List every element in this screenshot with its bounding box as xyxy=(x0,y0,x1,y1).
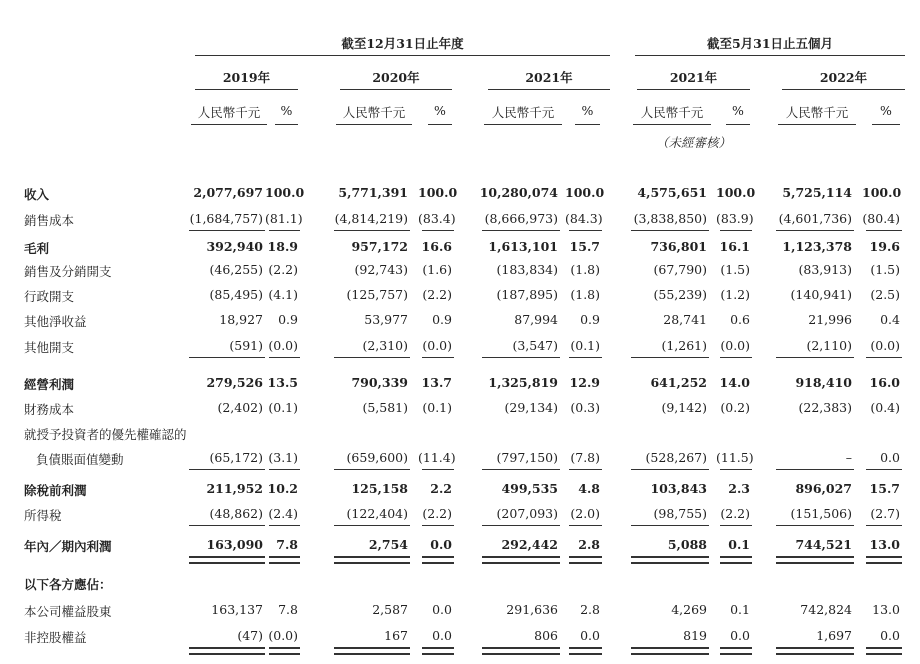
header-unit-rule xyxy=(336,124,412,125)
cell-amount: 211,952 xyxy=(206,481,263,496)
cell-pct: 0.0 xyxy=(432,602,452,617)
cell-pct: 13.5 xyxy=(267,375,298,390)
cell-pct: 13.0 xyxy=(869,537,900,552)
underline xyxy=(720,525,752,526)
cell-pct: (4.1) xyxy=(268,287,298,302)
cell-amount: 10,280,074 xyxy=(479,185,558,200)
cell-pct: (81.1) xyxy=(265,211,303,226)
double-underline xyxy=(776,556,854,564)
cell-pct: 19.6 xyxy=(869,239,900,254)
cell-amount: 2,587 xyxy=(372,602,408,617)
cell-amount: 279,526 xyxy=(206,375,263,390)
cell-amount: 736,801 xyxy=(650,239,707,254)
header-year: 2022年 xyxy=(819,70,868,85)
double-underline xyxy=(269,556,300,564)
cell-pct: (1.5) xyxy=(720,262,750,277)
header-unit-rule xyxy=(633,124,711,125)
header-year: 2021年 xyxy=(525,70,573,85)
cell-amount: 819 xyxy=(683,628,707,643)
underline xyxy=(631,469,709,470)
row-label: 非控股權益 xyxy=(24,630,87,645)
cell-pct: (3.1) xyxy=(268,450,298,465)
cell-amount: (3,838,850) xyxy=(633,211,707,226)
cell-amount: 163,137 xyxy=(211,602,263,617)
cell-pct: 0.9 xyxy=(432,312,452,327)
row-label: 所得稅 xyxy=(24,508,62,523)
header-unit-pct: % xyxy=(434,103,446,118)
header-group-year-rule xyxy=(195,55,610,56)
cell-amount: (83,913) xyxy=(798,262,852,277)
row-label: 銷售成本 xyxy=(24,213,75,228)
header-unit-rule xyxy=(428,124,452,125)
cell-amount: (4,601,736) xyxy=(778,211,852,226)
header-unit-rule xyxy=(778,124,856,125)
cell-pct: 10.2 xyxy=(267,481,298,496)
underline xyxy=(631,357,709,358)
underline xyxy=(334,230,410,231)
cell-amount: (98,755) xyxy=(653,506,707,521)
cell-pct: (1.8) xyxy=(570,287,600,302)
underline xyxy=(866,230,902,231)
cell-amount: 641,252 xyxy=(650,375,707,390)
underline xyxy=(569,469,602,470)
underline xyxy=(189,469,265,470)
underline xyxy=(482,230,560,231)
double-underline xyxy=(866,556,902,564)
cell-pct: 15.7 xyxy=(569,239,600,254)
header-year-rule xyxy=(195,89,298,90)
row-label: 負債賬面值變動 xyxy=(36,452,124,467)
row-label: 就授予投資者的優先權確認的 xyxy=(24,427,187,442)
cell-pct: (2.4) xyxy=(268,506,298,521)
underline xyxy=(334,357,410,358)
underline xyxy=(269,357,300,358)
cell-pct: (80.4) xyxy=(862,211,900,226)
header-year-rule xyxy=(488,89,610,90)
cell-pct: 2.8 xyxy=(578,537,600,552)
header-unit-rule xyxy=(872,124,900,125)
double-underline xyxy=(482,556,560,564)
header-year: 2021年 xyxy=(669,70,718,85)
row-label: 本公司權益股東 xyxy=(24,604,112,619)
cell-pct: 2.3 xyxy=(728,481,750,496)
underline xyxy=(422,230,454,231)
underline xyxy=(482,357,560,358)
underline xyxy=(866,469,902,470)
header-year-rule xyxy=(637,89,750,90)
cell-amount: 21,996 xyxy=(808,312,852,327)
underline xyxy=(422,357,454,358)
underline xyxy=(422,525,454,526)
header-unit-rmb: 人民幣千元 xyxy=(197,105,261,120)
cell-amount: 28,741 xyxy=(663,312,707,327)
cell-pct: 0.6 xyxy=(730,312,750,327)
header-unit-rule xyxy=(275,124,298,125)
cell-pct: 0.1 xyxy=(730,602,750,617)
header-unit-rmb: 人民幣千元 xyxy=(640,105,704,120)
cell-pct: (2.7) xyxy=(870,506,900,521)
underline xyxy=(189,230,265,231)
cell-amount: 392,940 xyxy=(206,239,263,254)
cell-amount: (140,941) xyxy=(790,287,852,302)
row-label: 銷售及分銷開支 xyxy=(24,264,112,279)
double-underline xyxy=(269,647,300,655)
cell-amount: 806 xyxy=(534,628,558,643)
cell-amount: (9,142) xyxy=(661,400,707,415)
row-label: 行政開支 xyxy=(24,289,75,304)
double-underline xyxy=(569,647,602,655)
underline xyxy=(866,357,902,358)
cell-amount: 103,843 xyxy=(650,481,707,496)
cell-pct: (84.3) xyxy=(565,211,603,226)
cell-amount: (48,862) xyxy=(209,506,263,521)
double-underline xyxy=(422,647,454,655)
cell-amount: 896,027 xyxy=(795,481,852,496)
row-label: 除稅前利潤 xyxy=(24,483,87,498)
cell-pct: (0.1) xyxy=(570,338,600,353)
cell-amount: 499,535 xyxy=(501,481,558,496)
cell-pct: (0.1) xyxy=(268,400,298,415)
cell-pct: 4.8 xyxy=(578,481,600,496)
double-underline xyxy=(569,556,602,564)
underline xyxy=(776,469,854,470)
cell-amount: (151,506) xyxy=(790,506,852,521)
cell-pct: 0.0 xyxy=(430,537,452,552)
cell-amount: (2,310) xyxy=(362,338,408,353)
cell-pct: 0.0 xyxy=(432,628,452,643)
cell-pct: (0.0) xyxy=(268,628,298,643)
cell-amount: 167 xyxy=(384,628,408,643)
cell-amount: 53,977 xyxy=(364,312,408,327)
cell-pct: (2.2) xyxy=(422,506,452,521)
header-unit-pct: % xyxy=(732,103,744,118)
cell-amount: (4,814,219) xyxy=(334,211,408,226)
underline xyxy=(189,525,265,526)
double-underline xyxy=(189,647,265,655)
cell-amount: (2,402) xyxy=(217,400,263,415)
cell-pct: (2.2) xyxy=(422,287,452,302)
cell-pct: 0.1 xyxy=(728,537,750,552)
cell-pct: 0.0 xyxy=(730,628,750,643)
cell-amount: (3,547) xyxy=(512,338,558,353)
cell-amount: (2,110) xyxy=(806,338,852,353)
underline xyxy=(482,525,560,526)
cell-amount: 5,725,114 xyxy=(782,185,852,200)
cell-amount: (47) xyxy=(237,628,263,643)
cell-pct: 0.4 xyxy=(880,312,900,327)
cell-pct: (1.2) xyxy=(720,287,750,302)
row-label: 經營利潤 xyxy=(24,377,75,392)
cell-pct: 16.0 xyxy=(869,375,900,390)
cell-amount: (797,150) xyxy=(496,450,558,465)
cell-amount: 744,521 xyxy=(795,537,852,552)
underline xyxy=(334,469,410,470)
double-underline xyxy=(720,556,752,564)
underline xyxy=(189,357,265,358)
underline xyxy=(422,469,454,470)
cell-pct: (1.8) xyxy=(570,262,600,277)
cell-pct: (2.5) xyxy=(870,287,900,302)
cell-pct: 100.0 xyxy=(862,185,902,200)
cell-amount: (125,757) xyxy=(346,287,408,302)
cell-pct: 0.0 xyxy=(580,628,600,643)
cell-amount: (1,261) xyxy=(661,338,707,353)
underline xyxy=(631,525,709,526)
header-unit-rule xyxy=(191,124,267,125)
underline xyxy=(569,230,602,231)
header-unit-rule xyxy=(484,124,562,125)
cell-pct: (7.8) xyxy=(570,450,600,465)
cell-pct: (0.4) xyxy=(870,400,900,415)
cell-amount: (65,172) xyxy=(209,450,263,465)
cell-pct: 13.0 xyxy=(872,602,900,617)
cell-amount: (55,239) xyxy=(653,287,707,302)
underline xyxy=(720,230,752,231)
cell-amount: 1,697 xyxy=(816,628,852,643)
cell-pct: (2.0) xyxy=(570,506,600,521)
underline xyxy=(866,525,902,526)
row-label: 年內／期內利潤 xyxy=(24,539,112,554)
cell-amount: 291,636 xyxy=(506,602,558,617)
underline xyxy=(720,357,752,358)
cell-amount: 790,339 xyxy=(351,375,408,390)
cell-amount: (67,790) xyxy=(653,262,707,277)
cell-amount: (183,834) xyxy=(496,262,558,277)
header-unaudited-note: （未經審核） xyxy=(655,135,731,150)
header-year: 2020年 xyxy=(372,70,420,85)
header-unit-rmb: 人民幣千元 xyxy=(785,105,849,120)
underline xyxy=(631,230,709,231)
cell-amount: (659,600) xyxy=(346,450,408,465)
cell-amount: 2,754 xyxy=(368,537,408,552)
cell-amount: (92,743) xyxy=(354,262,408,277)
cell-amount: (8,666,973) xyxy=(484,211,558,226)
double-underline xyxy=(482,647,560,655)
cell-pct: (0.1) xyxy=(422,400,452,415)
cell-pct: 2.2 xyxy=(430,481,452,496)
underline xyxy=(776,525,854,526)
cell-pct: 14.0 xyxy=(719,375,750,390)
cell-pct: (1.6) xyxy=(422,262,452,277)
underline xyxy=(269,525,300,526)
cell-amount: 292,442 xyxy=(501,537,558,552)
cell-pct: 7.8 xyxy=(278,602,298,617)
cell-pct: (11.4) xyxy=(418,450,456,465)
cell-pct: 18.9 xyxy=(267,239,298,254)
cell-amount: (207,093) xyxy=(496,506,558,521)
cell-pct: (1.5) xyxy=(870,262,900,277)
underline xyxy=(569,357,602,358)
cell-amount: 742,824 xyxy=(800,602,852,617)
row-label: 其他淨收益 xyxy=(24,314,87,329)
cell-amount: 1,123,378 xyxy=(782,239,852,254)
header-unit-rule xyxy=(726,124,750,125)
cell-amount: (1,684,757) xyxy=(189,211,263,226)
cell-amount: 957,172 xyxy=(351,239,408,254)
cell-amount: (22,383) xyxy=(798,400,852,415)
cell-amount: 1,325,819 xyxy=(488,375,558,390)
cell-amount: 5,088 xyxy=(667,537,707,552)
cell-pct: 100.0 xyxy=(565,185,605,200)
cell-pct: (83.9) xyxy=(716,211,754,226)
double-underline xyxy=(631,556,709,564)
cell-amount: 5,771,391 xyxy=(338,185,408,200)
double-underline xyxy=(334,647,410,655)
cell-amount: 2,077,697 xyxy=(193,185,263,200)
header-unit-pct: % xyxy=(880,103,892,118)
header-unit-pct: % xyxy=(581,103,594,118)
cell-pct: (11.5) xyxy=(716,450,754,465)
cell-amount: 4,575,651 xyxy=(637,185,707,200)
cell-pct: 16.1 xyxy=(719,239,750,254)
double-underline xyxy=(189,556,265,564)
underline xyxy=(776,230,854,231)
cell-pct: 100.0 xyxy=(265,185,305,200)
cell-pct: (0.0) xyxy=(720,338,750,353)
row-label: 收入 xyxy=(24,187,50,202)
cell-amount: (29,134) xyxy=(504,400,558,415)
cell-pct: (83.4) xyxy=(418,211,456,226)
underline xyxy=(569,525,602,526)
cell-amount: (46,255) xyxy=(209,262,263,277)
header-group-period-rule xyxy=(635,55,905,56)
cell-pct: (0.3) xyxy=(570,400,600,415)
row-label: 以下各方應佔： xyxy=(24,577,112,592)
cell-pct: (0.2) xyxy=(720,400,750,415)
cell-pct: (0.0) xyxy=(422,338,452,353)
double-underline xyxy=(776,647,854,655)
cell-amount: 4,269 xyxy=(671,602,707,617)
cell-pct: 15.7 xyxy=(869,481,900,496)
underline xyxy=(334,525,410,526)
cell-pct: 0.9 xyxy=(580,312,600,327)
cell-amount: 1,613,101 xyxy=(488,239,558,254)
underline xyxy=(269,469,300,470)
cell-amount: (85,495) xyxy=(209,287,263,302)
cell-amount: 125,158 xyxy=(351,481,408,496)
double-underline xyxy=(422,556,454,564)
cell-pct: (2.2) xyxy=(720,506,750,521)
cell-pct: 100.0 xyxy=(716,185,756,200)
cell-amount: (591) xyxy=(229,338,263,353)
cell-amount: 163,090 xyxy=(206,537,263,552)
header-unit-pct: % xyxy=(280,103,293,118)
cell-pct: 0.0 xyxy=(880,450,900,465)
header-unit-rule xyxy=(575,124,600,125)
cell-pct: 0.0 xyxy=(880,628,900,643)
row-label: 財務成本 xyxy=(24,402,75,417)
cell-pct: 13.7 xyxy=(421,375,452,390)
underline xyxy=(720,469,752,470)
underline xyxy=(776,357,854,358)
cell-amount: 918,410 xyxy=(795,375,852,390)
cell-amount: (5,581) xyxy=(362,400,408,415)
cell-amount: 87,994 xyxy=(514,312,558,327)
cell-amount: (122,404) xyxy=(346,506,408,521)
cell-amount: (528,267) xyxy=(645,450,707,465)
header-year-rule xyxy=(340,89,452,90)
underline xyxy=(482,469,560,470)
underline xyxy=(269,230,300,231)
cell-pct: (0.0) xyxy=(870,338,900,353)
cell-amount: 18,927 xyxy=(219,312,263,327)
double-underline xyxy=(631,647,709,655)
header-unit-rmb: 人民幣千元 xyxy=(342,105,406,120)
header-group-period: 截至5月31日止五個月 xyxy=(706,36,834,51)
cell-pct: (0.0) xyxy=(268,338,298,353)
cell-pct: 100.0 xyxy=(418,185,458,200)
cell-pct: 16.6 xyxy=(421,239,452,254)
double-underline xyxy=(720,647,752,655)
header-year: 2019年 xyxy=(222,70,271,85)
header-unit-rmb: 人民幣千元 xyxy=(491,105,555,120)
cell-pct: 2.8 xyxy=(580,602,600,617)
cell-pct: 7.8 xyxy=(276,537,298,552)
double-underline xyxy=(866,647,902,655)
cell-pct: (2.2) xyxy=(268,262,298,277)
cell-pct: 12.9 xyxy=(569,375,600,390)
cell-pct: 0.9 xyxy=(278,312,298,327)
cell-amount: (187,895) xyxy=(496,287,558,302)
row-label: 其他開支 xyxy=(24,340,75,355)
double-underline xyxy=(334,556,410,564)
row-label: 毛利 xyxy=(24,241,50,256)
header-year-rule xyxy=(782,89,905,90)
cell-amount: – xyxy=(845,450,852,465)
header-group-year: 截至12月31日止年度 xyxy=(341,36,464,51)
